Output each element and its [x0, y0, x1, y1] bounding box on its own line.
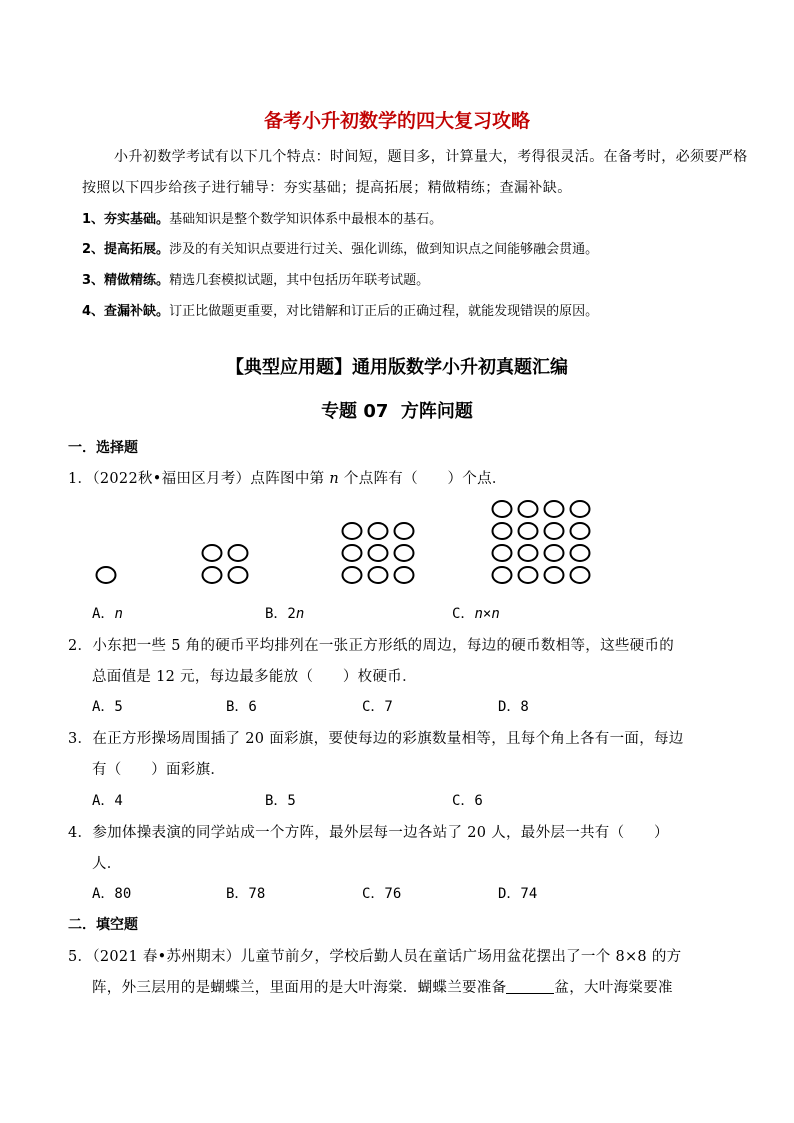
dot-array-4-dot [519, 567, 538, 583]
tip-body: 订正比做题更重要，对比错解和订正后的正确过程，就能发现错误的原因。 [169, 304, 599, 319]
dot-array-3-dot [395, 545, 414, 561]
dot-array-4-dot [493, 545, 512, 561]
q5-text-post: 盆，大叶海棠要准 [554, 980, 673, 996]
dot-array-3-dot [369, 567, 388, 583]
dot-array-4-dot [493, 523, 512, 539]
tip-body: 精选几套模拟试题，其中包括历年联考试题。 [169, 273, 430, 288]
dot-array-4-dot [571, 545, 590, 561]
tip-4 [82, 300, 598, 319]
q1-option-b [265, 603, 304, 623]
q3-option-b: B．5 [265, 793, 296, 809]
q2-option-c: C．7 [362, 699, 393, 715]
tip-heading: 提高拓展。 [104, 242, 170, 257]
question-5-line-1: 5．（2021 春•苏州期末）儿童节前夕，学校后勤人员在童话广场用盆花摆出了一个 8×8 的方 [68, 949, 682, 965]
q1-var: n [329, 471, 339, 487]
dot-array-2-dot [229, 545, 248, 561]
dot-array-3-dot [395, 523, 414, 539]
answer-blank[interactable] [506, 979, 554, 994]
option-label: A． [92, 606, 115, 622]
q4-option-c: C．76 [362, 886, 402, 902]
dot-array-3-dot [395, 567, 414, 583]
q3-option-c: C．6 [452, 793, 483, 809]
dot-array-2-dot [229, 567, 248, 583]
tip-number: 3、 [82, 273, 105, 288]
q1-option-a [92, 603, 123, 623]
option-var: n [491, 606, 500, 622]
times-sign: × [482, 606, 492, 622]
dot-array-4-dot [519, 545, 538, 561]
tip-1 [82, 208, 442, 227]
q5-text-pre: 阵，外三层用的是蝴蝶兰，里面用的是大叶海棠．蝴蝶兰要准备 [92, 980, 507, 996]
q3-option-a: A．4 [92, 793, 123, 809]
dot-array-4-dot [545, 567, 564, 583]
q1-option-c [452, 603, 500, 623]
tip-3 [82, 269, 429, 288]
tip-number: 1、 [82, 212, 105, 227]
question-5-line-2 [92, 976, 673, 997]
q4-option-b: B．78 [226, 886, 266, 902]
q2-option-a: A．5 [92, 699, 123, 715]
tip-2 [82, 238, 598, 257]
document-title: 备考小升初数学的四大复习攻略 [263, 110, 530, 132]
dot-array-2-dot [203, 567, 222, 583]
question-1 [68, 467, 507, 488]
dot-array-4-dot [545, 545, 564, 561]
option-label: C． [452, 606, 475, 622]
dot-array-1-dot [97, 567, 116, 583]
dot-array-3-dot [343, 567, 362, 583]
collection-heading: 【典型应用题】通用版数学小升初真题汇编 [226, 357, 568, 378]
question-4-line-1: 4．参加体操表演的同学站成一个方阵，最外层每一边各站了 20 人，最外层一共有（ ） [68, 825, 669, 841]
option-label: B．2 [265, 606, 296, 622]
dot-array-4-dot [571, 523, 590, 539]
option-var: n [295, 606, 305, 622]
intro-line-2: 按照以下四步给孩子进行辅导：夯实基础；提高拓展；精做精练；查漏补缺。 [82, 180, 572, 196]
dot-array-4-dot [519, 523, 538, 539]
tip-body: 基础知识是整个数学知识体系中最根本的基石。 [169, 212, 443, 227]
tip-number: 2、 [82, 242, 105, 257]
dot-array-2-dot [203, 545, 222, 561]
dot-array-3-dot [343, 545, 362, 561]
option-var: n [474, 606, 483, 622]
option-var: n [114, 606, 123, 622]
question-3-line-2: 有（ ）面彩旗． [92, 762, 226, 778]
tip-heading: 精做精练。 [104, 273, 170, 288]
question-3-line-1: 3．在正方形操场周围插了 20 面彩旗，要使每边的彩旗数量相等，且每个角上各有一面，每边 [68, 731, 684, 747]
question-2-line-2: 总面值是 12 元，每边最多能放（ ）枚硬币． [92, 669, 417, 685]
dot-array-figure [80, 490, 620, 590]
q1-text-pre: 1．（2022秋•福田区月考）点阵图中第 [68, 471, 330, 487]
question-4-line-2: 人． [92, 856, 122, 872]
q4-option-d: D．74 [498, 886, 538, 902]
q4-option-a: A．80 [92, 886, 132, 902]
dot-array-3-dot [343, 523, 362, 539]
question-2-line-1: 2．小东把一些 5 角的硬币平均排列在一张正方形纸的周边，每边的硬币数相等，这些硬币的 [68, 638, 675, 654]
intro-line-1: 小升初数学考试有以下几个特点：时间短，题目多，计算量大，考得很灵活。在备考时，必须要严格 [114, 149, 748, 165]
q2-option-b: B．6 [226, 699, 257, 715]
dot-array-4-dot [493, 567, 512, 583]
tip-heading: 查漏补缺。 [104, 304, 170, 319]
section-fill-heading: 二．填空题 [68, 917, 138, 933]
dot-array-4-dot [519, 501, 538, 517]
dot-array-3-dot [369, 545, 388, 561]
dot-array-3-dot [369, 523, 388, 539]
q2-option-d: D．8 [498, 699, 529, 715]
dot-array-4-dot [571, 567, 590, 583]
q1-text-post: 个点阵有（ ）个点． [338, 471, 507, 487]
dot-array-4-dot [545, 523, 564, 539]
tip-body: 涉及的有关知识点要进行过关、强化训练，做到知识点之间能够融会贯通。 [169, 242, 599, 257]
section-choice-heading: 一．选择题 [68, 440, 138, 456]
tip-number: 4、 [82, 304, 105, 319]
dot-array-4-dot [493, 501, 512, 517]
topic-heading: 专题 07 方阵问题 [321, 401, 473, 422]
dot-array-4-dot [545, 501, 564, 517]
tip-heading: 夯实基础。 [104, 212, 170, 227]
dot-array-4-dot [571, 501, 590, 517]
